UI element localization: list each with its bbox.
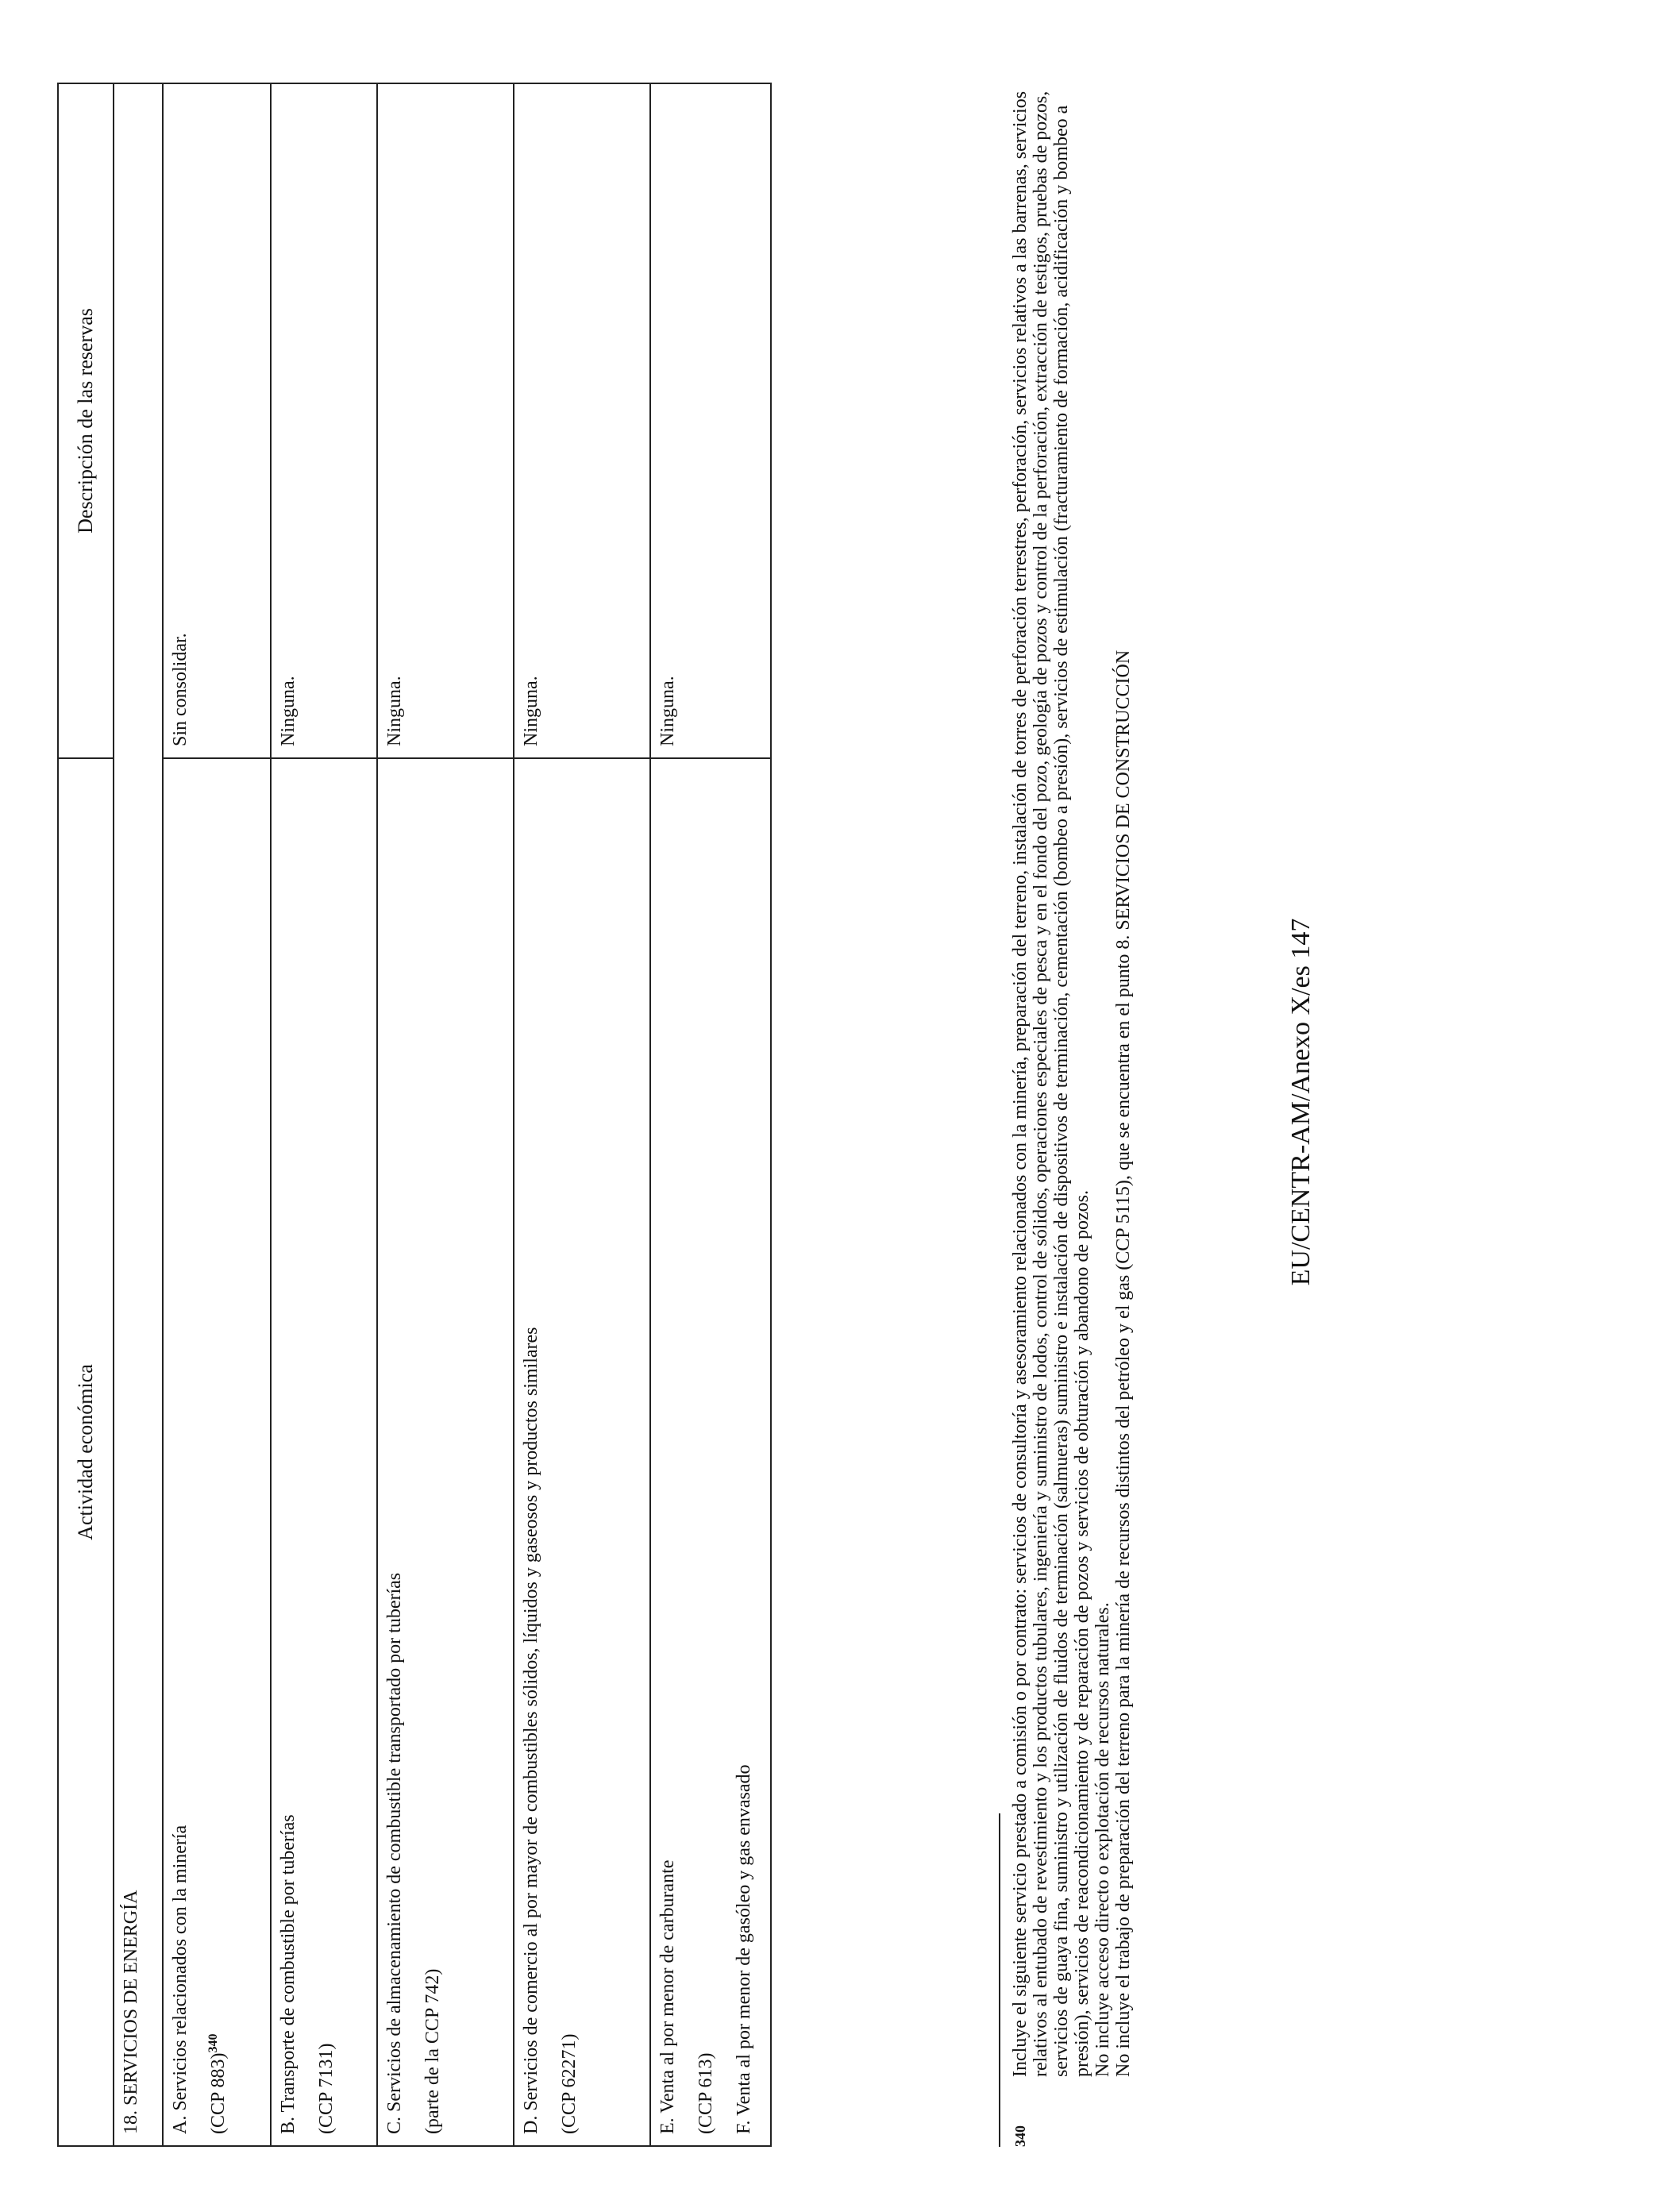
footnote xyxy=(1010,83,1134,2147)
table-row-e-activity xyxy=(651,757,770,2145)
activity-text: B. Transporte de combustible por tuberías xyxy=(278,1814,299,2134)
table-row-b-description: Ninguna. xyxy=(272,84,378,757)
footnote-divider xyxy=(999,1813,1000,2147)
table-row-e-description: Ninguna. xyxy=(657,676,678,746)
table-row-b-activity xyxy=(272,757,378,2145)
activity-code: (CCP 883)$^{340}$ xyxy=(206,2033,229,2134)
activity-code: (CCP 7131) xyxy=(316,2043,337,2134)
activity-text-2: F. Venta al por menor de gasóleo y gas envasado xyxy=(734,1764,754,2134)
table-row-c-activity xyxy=(378,757,514,2145)
table-row-a-description: Sin consolidar. xyxy=(164,84,272,757)
page-footer: EU/CENTR-AM/Anexo X/es 147 xyxy=(1286,918,1316,1286)
footnote-line: Incluye el siguiente servicio prestado a comisión o por contrato: servicios de consultoría y asesoramiento relacionados con la minería, preparación del terreno, instalación de torres de perforación terrestres, perforación, servicios relativos a las barrenas, servicios relativos al entubado de revestimiento y los productos tubulares, ingeniería y suministro de lodos, control de sólidos, operaciones especiales de pesca y en el fondo del pozo, geología de pozos y control de la perforación, extracción de testigos, pruebas de pozos, servicios de guaya fina, suministro y utilización de fluidos de terminación (salmueras) suministro e instalación de dispositivos de terminación, cementación (bombeo a presión), servicios de estimulación (fracturamiento de formación, acidificación y bombeo a presión), servicios de reacondicionamiento y de reparación de pozos y servicios de obturación y abandono de pozos. xyxy=(1010,91,1092,2077)
reservations-table xyxy=(57,83,772,2147)
activity-code: (CCP 613) xyxy=(696,2052,716,2134)
activity-text: D. Servicios de comercio al por mayor de combustibles sólidos, líquidos y gaseosos y productos similares xyxy=(521,1327,541,2134)
activity-text: E. Venta al por menor de carburante xyxy=(657,1859,678,2134)
section-title: 18. SERVICIOS DE ENERGÍA xyxy=(114,84,164,2145)
header-description: Descripción de las reservas xyxy=(59,84,114,757)
activity-code: (CCP 62271) xyxy=(559,2033,580,2134)
table-row-d-activity xyxy=(514,757,651,2145)
header-activity: Actividad económica xyxy=(59,757,114,2145)
table-row-d-description: Ninguna. xyxy=(514,84,651,757)
footnote-body xyxy=(1010,83,1134,2077)
activity-text: A. Servicios relacionados con la minería xyxy=(170,1824,191,2134)
footnote-ref: 340 xyxy=(206,2033,220,2053)
activity-code: (parte de la CCP 742) xyxy=(422,1968,443,2134)
table-row-a-activity xyxy=(164,757,272,2145)
table-row-c-description: Ninguna. xyxy=(378,84,514,757)
activity-text: C. Servicios de almacenamiento de combustible transportado por tuberías xyxy=(384,1572,405,2134)
footnote-line: No incluye acceso directo o explotación de recursos naturales. xyxy=(1092,1602,1113,2077)
footnote-line: No incluye el trabajo de preparación del terreno para la minería de recursos distintos del petróleo y el gas (CCP 5115), que se encuentra en el punto 8. SERVICIOS DE CONSTRUCCIÓN xyxy=(1113,649,1134,2077)
footnote-number: 340 xyxy=(1012,2125,1028,2147)
